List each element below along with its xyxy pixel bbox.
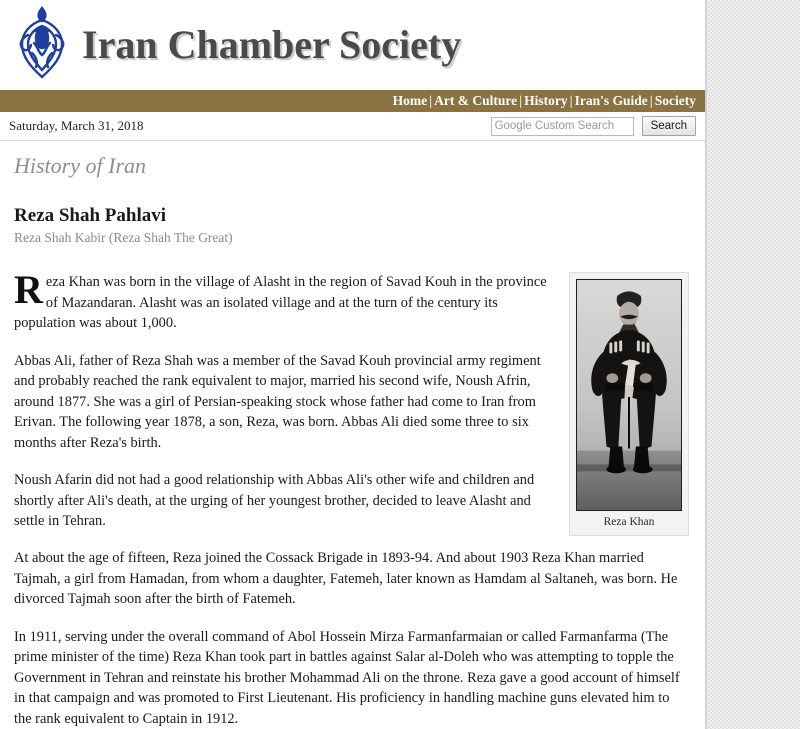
article-subtitle: Reza Shah Kabir (Reza Shah The Great) — [14, 230, 233, 246]
nav-links — [393, 94, 696, 108]
paragraph: Abbas Ali, father of Reza Shah was a member of the Savad Kouh provincial army regiment and probably reached the rank equivalent to major, married his second wife, Noush Afrin, around 1877. She was a girl of Persian-speaking stock whose father had come to Iran from Erivan. The following year 1878, a son, Reza, was born. Abbas Ali died some three to six months after Reza's birth. — [14, 352, 541, 451]
search-button[interactable]: Search — [642, 116, 696, 136]
paragraph: At about the age of fifteen, Reza joined the Cossack Brigade in 1893-94. And about 1903 Reza Khan married Tajmah, a girl from Hamadan, from whom a daughter, Fatemeh, later known as Hamdam al Saltaneh, was born. He divorced Tajmah soon after the birth of Fatemeh. — [14, 550, 678, 608]
nav-item-home[interactable]: Home — [392, 93, 428, 109]
nav-separator: | — [519, 93, 523, 109]
nav-item-society[interactable]: Society — [654, 93, 696, 109]
article-body — [11, 267, 689, 729]
reza-khan-photo — [576, 279, 682, 511]
search-input[interactable] — [491, 117, 634, 136]
main-navigation — [0, 90, 705, 112]
paragraph: Reza Khan was born in the village of Alasht in the region of Savad Kouh in the province of Mazandaran. Alasht was an isolated village and at the turn of the century its population was about 1,000. — [14, 267, 547, 332]
persian-medallion-icon — [8, 4, 76, 86]
masthead — [0, 0, 705, 90]
nav-separator: | — [569, 93, 573, 109]
paragraph: In 1911, serving under the overall command of Abol Hossein Mirza Farmanfarmaian or called Farmanfarma (The prime minister of the time) Reza Khan took part in battles against Salar al-Doleh who was attempting to topple the Government in Tehran and reinstate his brother Mohammad Ali on the throne. Reza gave a good account of himself in that campaign and was promoted to First Lieutenant. His proficiency in handling machine guns elevated him to the rank equivalent to Captain in 1912. — [14, 628, 680, 727]
section-title: History of Iran — [14, 153, 146, 178]
search-group — [491, 116, 696, 136]
article-title: Reza Shah Pahlavi — [14, 205, 167, 227]
content-area — [0, 141, 705, 729]
nav-item-art-culture[interactable]: Art & Culture — [434, 93, 518, 109]
nav-separator: | — [429, 93, 433, 109]
nav-item-irans-guide[interactable]: Iran's Guide — [574, 93, 648, 109]
figure-caption: Reza Khan — [603, 516, 655, 529]
current-date: Saturday, March 31, 2018 — [9, 118, 144, 133]
nav-item-history[interactable]: History — [524, 93, 568, 109]
article-figure — [569, 272, 689, 536]
site-title: Iran Chamber Society — [82, 22, 462, 67]
paragraph: Noush Afarin did not had a good relationship with Abbas Ali's other wife and children and shortly after Ali's death, at the urging of her youngest brother, decided to leave Alasht and settle in Tehran. — [14, 472, 535, 529]
utility-bar — [0, 112, 705, 141]
nav-separator: | — [649, 93, 653, 109]
